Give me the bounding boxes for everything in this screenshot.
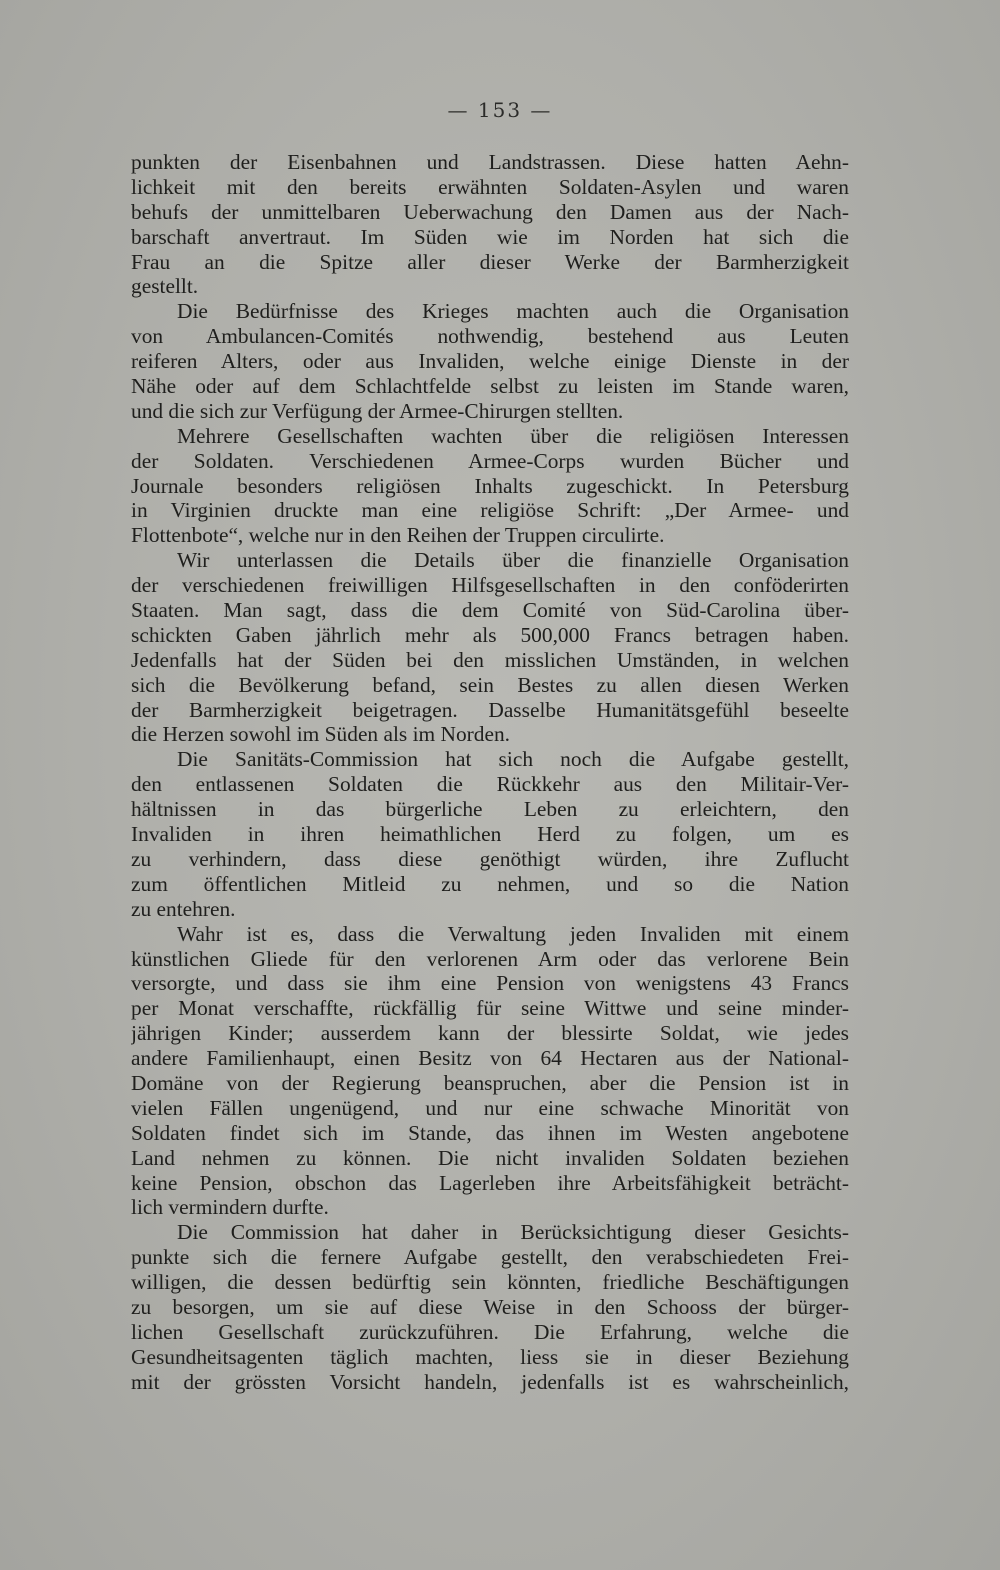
text-line: Wir unterlassen die Details über die finanzielle Organisation (177, 548, 849, 573)
text-line: lich vermindern durfte. (131, 1195, 329, 1220)
text-line: sich die Bevölkerung befand, sein Bestes zu allen diesen Werken (131, 672, 849, 697)
text-line: Die Commission hat daher in Berücksichtigung dieser Gesichts- (177, 1220, 849, 1245)
text-line: die Herzen sowohl im Süden als im Norden. (131, 722, 511, 747)
text-line: Die Sanitäts-Commission hat sich noch die Aufgabe gestellt, (177, 747, 849, 772)
text-line: reiferen Alters, oder aus Invaliden, welche einige Dienste in der (131, 349, 849, 374)
text-line: per Monat verschaffte, rückfällig für seine Wittwe und seine minder- (131, 996, 849, 1021)
text-line: versorgte, und dass sie ihm eine Pension von wenigstens 43 Francs (131, 971, 849, 996)
text-line: von Ambulancen-Comités nothwendig, bestehend aus Leuten (131, 324, 849, 349)
body-text (131, 150, 849, 1395)
text-line: Flottenbote“, welche nur in den Reihen der Truppen circulirte. (131, 523, 665, 548)
text-line: lichkeit mit den bereits erwähnten Soldaten-Asylen und waren (131, 174, 849, 199)
text-line: punkten der Eisenbahnen und Landstrassen. Diese hatten Aehn- (131, 150, 849, 174)
text-line: Gesundheitsagenten täglich machten, liess sie in dieser Beziehung (131, 1344, 849, 1369)
text-line: der Barmherzigkeit beigetragen. Dasselbe Humanitätsgefühl beseelte (131, 697, 849, 722)
text-line: Die Bedürfnisse des Krieges machten auch die Organisation (177, 299, 849, 324)
text-line: künstlichen Gliede für den verlorenen Arm oder das verlorene Bein (131, 946, 849, 971)
text-line: Soldaten findet sich im Stande, das ihnen im Westen angebotene (131, 1120, 849, 1145)
text-line: punkte sich die fernere Aufgabe gestellt, den verabschiedeten Frei- (131, 1245, 849, 1270)
text-line: Mehrere Gesellschaften wachten über die religiösen Interessen (177, 423, 849, 448)
text-line: Invaliden in ihren heimathlichen Herd zu folgen, um es (131, 822, 849, 847)
text-line: jährigen Kinder; ausserdem kann der blessirte Soldat, wie jedes (131, 1021, 849, 1046)
text-line: keine Pension, obschon das Lagerleben ihre Arbeitsfähigkeit beträcht- (131, 1170, 849, 1195)
text-line: und die sich zur Verfügung der Armee-Chirurgen stellten. (131, 398, 624, 423)
text-line: mit der grössten Vorsicht handeln, jedenfalls ist es wahrscheinlich, (131, 1369, 849, 1394)
text-line: Domäne von der Regierung beanspruchen, aber die Pension ist in (131, 1070, 849, 1095)
text-line: Jedenfalls hat der Süden bei den misslichen Umständen, in welchen (131, 647, 849, 672)
page-number: — 153 — (447, 98, 553, 122)
text-line: zu entehren. (131, 896, 236, 921)
text-line: behufs der unmittelbaren Ueberwachung den Damen aus der Nach- (131, 199, 849, 224)
text-line: Frau an die Spitze aller dieser Werke der Barmherzigkeit (131, 249, 849, 274)
text-line: schickten Gaben jährlich mehr als 500,000 Francs betragen haben. (131, 622, 849, 647)
text-line: vielen Fällen ungenügend, und nur eine schwache Minorität von (131, 1095, 849, 1120)
text-line: zu verhindern, dass diese genöthigt würden, ihre Zuflucht (131, 846, 849, 871)
text-line: barschaft anvertraut. Im Süden wie im Norden hat sich die (131, 224, 849, 249)
text-line: Staaten. Man sagt, dass die dem Comité von Süd-Carolina über- (131, 598, 849, 623)
text-line: lichen Gesellschaft zurückzuführen. Die Erfahrung, welche die (131, 1319, 849, 1344)
text-line: gestellt. (131, 274, 199, 299)
text-line: zu besorgen, um sie auf diese Weise in den Schooss der bürger- (131, 1294, 849, 1319)
text-line: in Virginien druckte man eine religiöse Schrift: „Der Armee- und (131, 498, 849, 523)
text-line: Nähe oder auf dem Schlachtfelde selbst zu leisten im Stande waren, (131, 374, 849, 399)
text-line: den entlassenen Soldaten die Rückkehr aus den Militair-Ver- (131, 772, 849, 797)
text-line: andere Familienhaupt, einen Besitz von 64 Hectaren aus der National- (131, 1046, 849, 1071)
text-line: zum öffentlichen Mitleid zu nehmen, und so die Nation (131, 871, 849, 896)
text-line: willigen, die dessen bedürftig sein könnten, friedliche Beschäftigungen (131, 1270, 849, 1295)
text-line: Journale besonders religiösen Inhalts zugeschickt. In Petersburg (131, 473, 849, 498)
text-line: Land nehmen zu können. Die nicht invaliden Soldaten beziehen (131, 1145, 849, 1170)
text-line: der verschiedenen freiwilligen Hilfsgesellschaften in den conföderirten (131, 573, 849, 598)
text-line: der Soldaten. Verschiedenen Armee-Corps wurden Bücher und (131, 448, 849, 473)
text-line: hältnissen in das bürgerliche Leben zu erleichtern, den (131, 797, 849, 822)
text-line: Wahr ist es, dass die Verwaltung jeden Invaliden mit einem (177, 921, 849, 946)
